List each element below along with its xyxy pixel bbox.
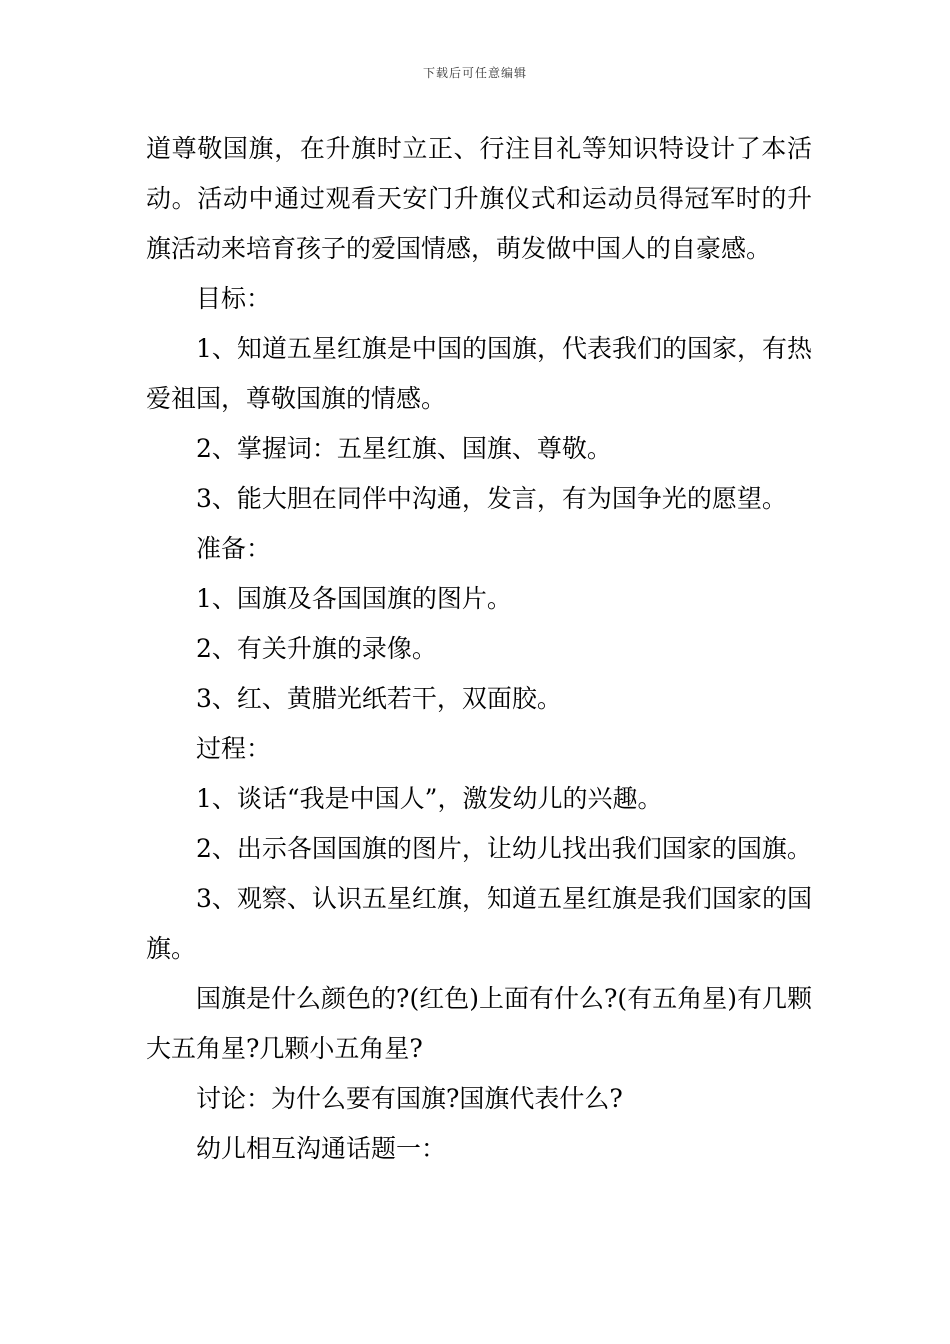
heading-preparation: 准备： — [196, 534, 272, 563]
preparation-item-1: 1、国旗及各国国旗的图片。 — [196, 584, 512, 613]
process-item-3: 3、观察、认识五星红旗，知道五星红旗是我们国家的国旗。 — [146, 884, 812, 963]
paragraph-intro-continued: 道尊敬国旗，在升旗时立正、行注目礼等知识特设计了本活动。活动中通过观看天安门升旗仪式和运动员得冠军时的升旗活动来培育孩子的爱国情感，萌发做中国人的自豪感。 — [146, 134, 812, 263]
paragraph-flag-questions: 国旗是什么颜色的?(红色)上面有什么?(有五角星)有几颗大五角星?几颗小五角星? — [146, 984, 812, 1063]
heading-goals: 目标： — [196, 284, 272, 313]
document-body — [146, 124, 812, 1174]
goal-item-2: 2、掌握词：五星红旗、国旗、尊敬。 — [196, 434, 612, 463]
process-item-2: 2、出示各国国旗的图片，让幼儿找出我们国家的国旗。 — [196, 834, 812, 863]
goal-item-3: 3、能大胆在同伴中沟通，发言，有为国争光的愿望。 — [196, 484, 787, 513]
preparation-item-2: 2、有关升旗的录像。 — [196, 634, 437, 663]
paragraph-topic-one: 幼儿相互沟通话题一： — [196, 1134, 447, 1163]
paragraph-discussion: 讨论：为什么要有国旗?国旗代表什么? — [196, 1084, 623, 1113]
preparation-item-3: 3、红、黄腊光纸若干，双面胶。 — [196, 684, 562, 713]
heading-process: 过程： — [196, 734, 272, 763]
process-item-1: 1、谈话“我是中国人”，激发幼儿的兴趣。 — [196, 784, 663, 813]
page-header: 下载后可任意编辑 — [422, 66, 527, 80]
goal-item-1: 1、知道五星红旗是中国的国旗，代表我们的国家，有热爱祖国，尊敬国旗的情感。 — [146, 334, 812, 413]
